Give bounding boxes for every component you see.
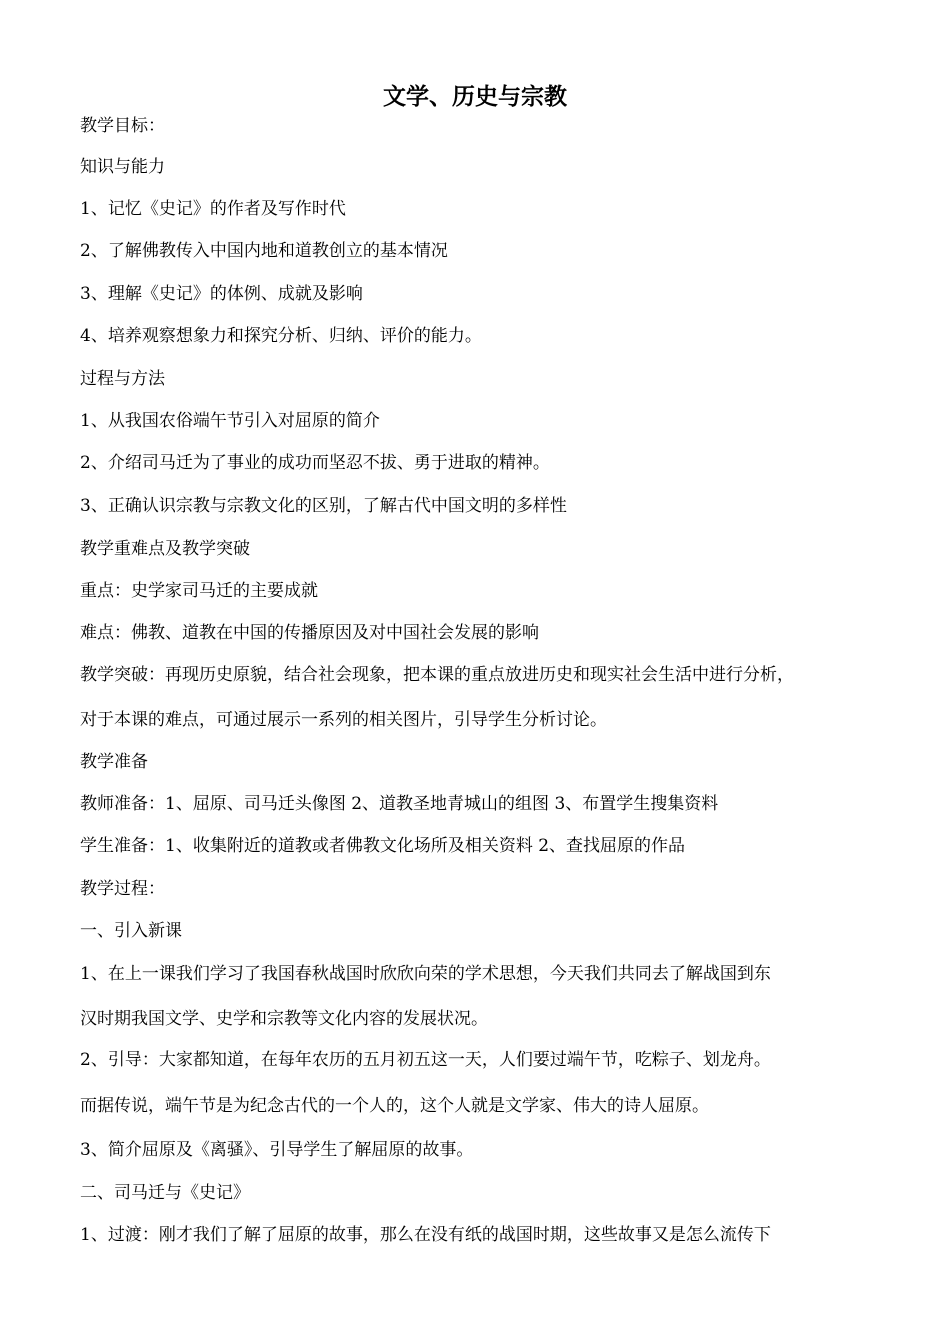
text-line: 2、了解佛教传入中国内地和道教创立的基本情况 [80, 241, 448, 261]
text-line: 2、介绍司马迁为了事业的成功而坚忍不拔、勇于进取的精神。 [80, 453, 550, 473]
text-line: 4、培养观察想象力和探究分析、归纳、评价的能力。 [80, 326, 482, 346]
text-line: 过程与方法 [80, 369, 165, 389]
text-line: 重点：史学家司马迁的主要成就 [80, 581, 318, 601]
text-line: 教师准备：1、屈原、司马迁头像图 2、道教圣地青城山的组图 3、布置学生搜集资料 [80, 794, 719, 814]
text-line: 而据传说，端午节是为纪念古代的一个人的，这个人就是文学家、伟大的诗人屈原。 [80, 1096, 709, 1116]
text-line: 3、理解《史记》的体例、成就及影响 [80, 284, 363, 304]
text-line: 2、引导：大家都知道，在每年农历的五月初五这一天，人们要过端午节，吃粽子、划龙舟。 [80, 1050, 771, 1070]
text-line: 教学突破：再现历史原貌，结合社会现象，把本课的重点放进历史和现实社会生活中进行分析， [80, 665, 794, 685]
text-line: 1、记忆《史记》的作者及写作时代 [80, 199, 346, 219]
text-line: 二、司马迁与《史记》 [80, 1183, 250, 1203]
text-line: 学生准备：1、收集附近的道教或者佛教文化场所及相关资料 2、查找屈原的作品 [80, 836, 686, 856]
text-line: 知识与能力 [80, 157, 165, 177]
text-line: 1、过渡：刚才我们了解了屈原的故事，那么在没有纸的战国时期，这些故事又是怎么流传下 [80, 1225, 771, 1245]
text-line: 3、正确认识宗教与宗教文化的区别，了解古代中国文明的多样性 [80, 496, 567, 516]
text-line: 教学重难点及教学突破 [80, 539, 250, 559]
text-line: 教学准备 [80, 752, 148, 772]
document-title: 文学、历史与宗教 [383, 83, 567, 110]
text-line: 教学目标： [80, 116, 165, 136]
text-line: 对于本课的难点，可通过展示一系列的相关图片，引导学生分析讨论。 [80, 710, 607, 730]
text-line: 1、在上一课我们学习了我国春秋战国时欣欣向荣的学术思想，今天我们共同去了解战国到东 [80, 964, 771, 984]
text-line: 一、引入新课 [80, 921, 182, 941]
text-line: 难点：佛教、道教在中国的传播原因及对中国社会发展的影响 [80, 623, 539, 643]
text-line: 1、从我国农俗端午节引入对屈原的简介 [80, 411, 380, 431]
text-line: 教学过程： [80, 879, 165, 899]
text-line: 汉时期我国文学、史学和宗教等文化内容的发展状况。 [80, 1009, 488, 1029]
text-line: 3、简介屈原及《离骚》、引导学生了解屈原的故事。 [80, 1140, 474, 1160]
